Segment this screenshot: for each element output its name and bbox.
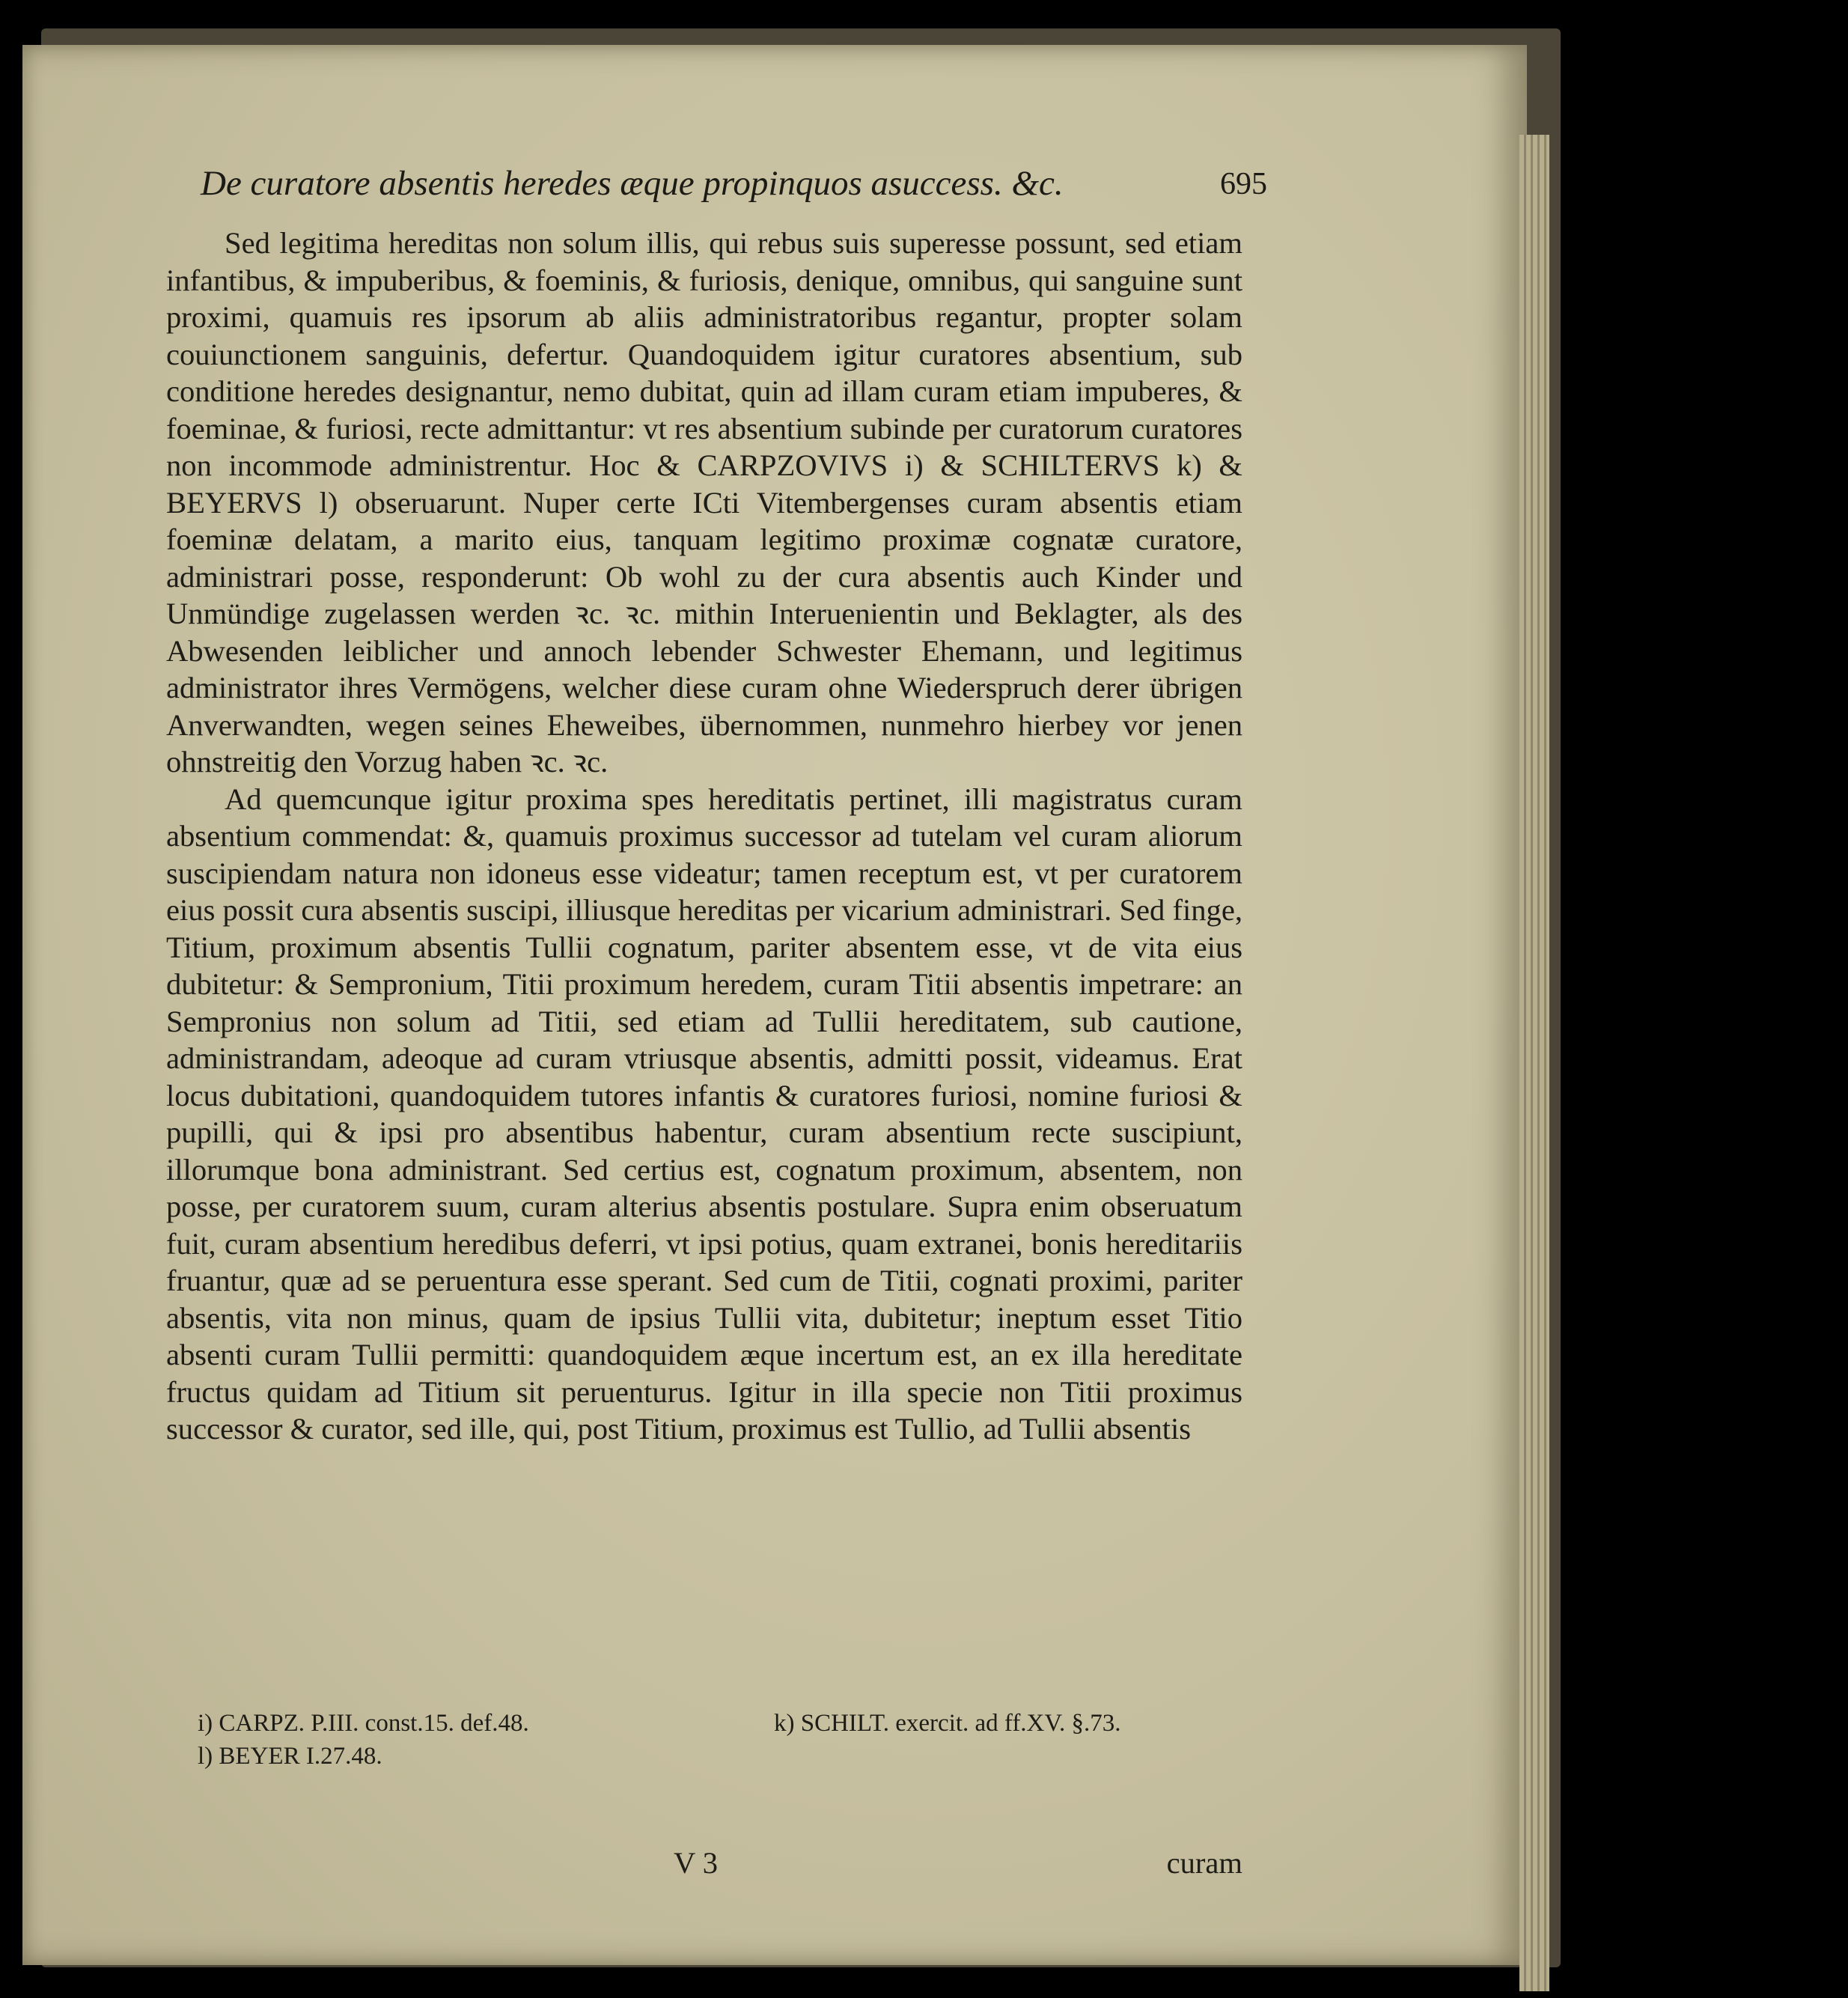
footnote-l: l) BEYER I.27.48. bbox=[198, 1743, 382, 1770]
footnote-i: i) CARPZ. P.III. const.15. def.48. bbox=[198, 1710, 529, 1737]
catchword: curam bbox=[1166, 1846, 1242, 1880]
main-text bbox=[166, 225, 1242, 1448]
running-title: De curatore absentis heredes æque propinquos asuccess. &c. bbox=[201, 164, 1064, 203]
paragraph: Ad quemcunque igitur proxima spes hereditatis pertinet, illi magistratus curam absentium commendat: &, quamuis proximus successor ad tutelam vel curam aliorum suscipiendam natura non idoneus esse videatur; tamen receptum est, vt per curatorem eius possit cura absentis suscipi, illiusque hereditas per vicarium administrari. Sed finge, Titium, proximum absentis Tullii cognatum, pariter absentem esse, vt de vita eius dubitetur: & Sempronium, Titii proximum heredem, curam Titii absentis impetrare: an Sempronius non solum ad Titii, sed etiam ad Tullii hereditatem, sub cautione, administrandam, adeoque ad curam vtriusque absentis, admitti possit, videamus. Erat locus dubitationi, quandoquidem tutores infantis & curatores furiosi, nomine furiosi & pupilli, qui & ipsi pro absentibus habentur, curam absentium recte suscipiunt, illorumque bona administrant. Sed certius est, cognatum proximum, absentem, non posse, per curatorem suum, curam alterius absentis postulare. Supra enim obseruatum fuit, curam absentium heredibus deferri, vt ipsi potius, quam extranei, bonis hereditariis fruantur, quæ ad se peruentura esse sperant. Sed cum de Titii, cognati proximi, pariter absentis, vita non minus, quam de ipsius Tullii vita, dubitetur; ineptum esset Titio absenti curam Tullii permitti: quandoquidem æque incertum est, an ex illa hereditate fructus quidam ad Titium sit peruenturus. Igitur in illa specie non Titii proximus successor & curator, sed ille, qui, post Titium, proximus est Tullio, ad Tullii absentis bbox=[166, 782, 1242, 1446]
page-stack-edge bbox=[1519, 135, 1549, 1991]
footnote-k: k) SCHILT. exercit. ad ff.XV. §.73. bbox=[774, 1710, 1121, 1737]
running-header bbox=[201, 163, 1267, 208]
paragraph: Sed legitima hereditas non solum illis, qui rebus suis superesse possunt, sed etiam infantibus, & impuberibus, & foeminis, & furiosis, denique, omnibus, qui sanguine sunt proximi, quamuis res ipsorum ab aliis administratoribus regantur, propter solam couiunctionem sanguinis, defertur. Quandoquidem igitur curatores absentium, sub conditione heredes designantur, nemo dubitat, quin ad illam curam etiam impuberes, & foeminae, & furiosi, recte admittantur: vt res absentium subinde per curatorum curatores non incommode administrentur. Hoc & CARPZOVIVS i) & SCHILTERVS k) & BEYERVS l) obseruarunt. Nuper certe ICti Vitembergenses curam absentis etiam foeminæ delatam, a marito eius, tanquam legitimo proximæ cognatæ curatore, administrari posse, responderunt: Ob wohl zu der cura absentis auch Kinder und Unmündige zugelassen werden ꝛc. ꝛc. mithin Interuenientin und Beklagter, als des Abwesenden leiblicher und annoch lebender Schwester Ehemann, und legitimus administrator ihres Vermögens, welcher diese curam ohne Wiederspruch derer übrigen Anverwandten, wegen seines Eheweibes, übernommen, nunmehro hierbey vor jenen ohnstreitig den Vorzug haben ꝛc. ꝛc. bbox=[166, 226, 1242, 779]
page-number: 695 bbox=[1220, 167, 1267, 201]
signature-mark: V 3 bbox=[674, 1846, 719, 1880]
page-foot-line bbox=[166, 1845, 1242, 1883]
